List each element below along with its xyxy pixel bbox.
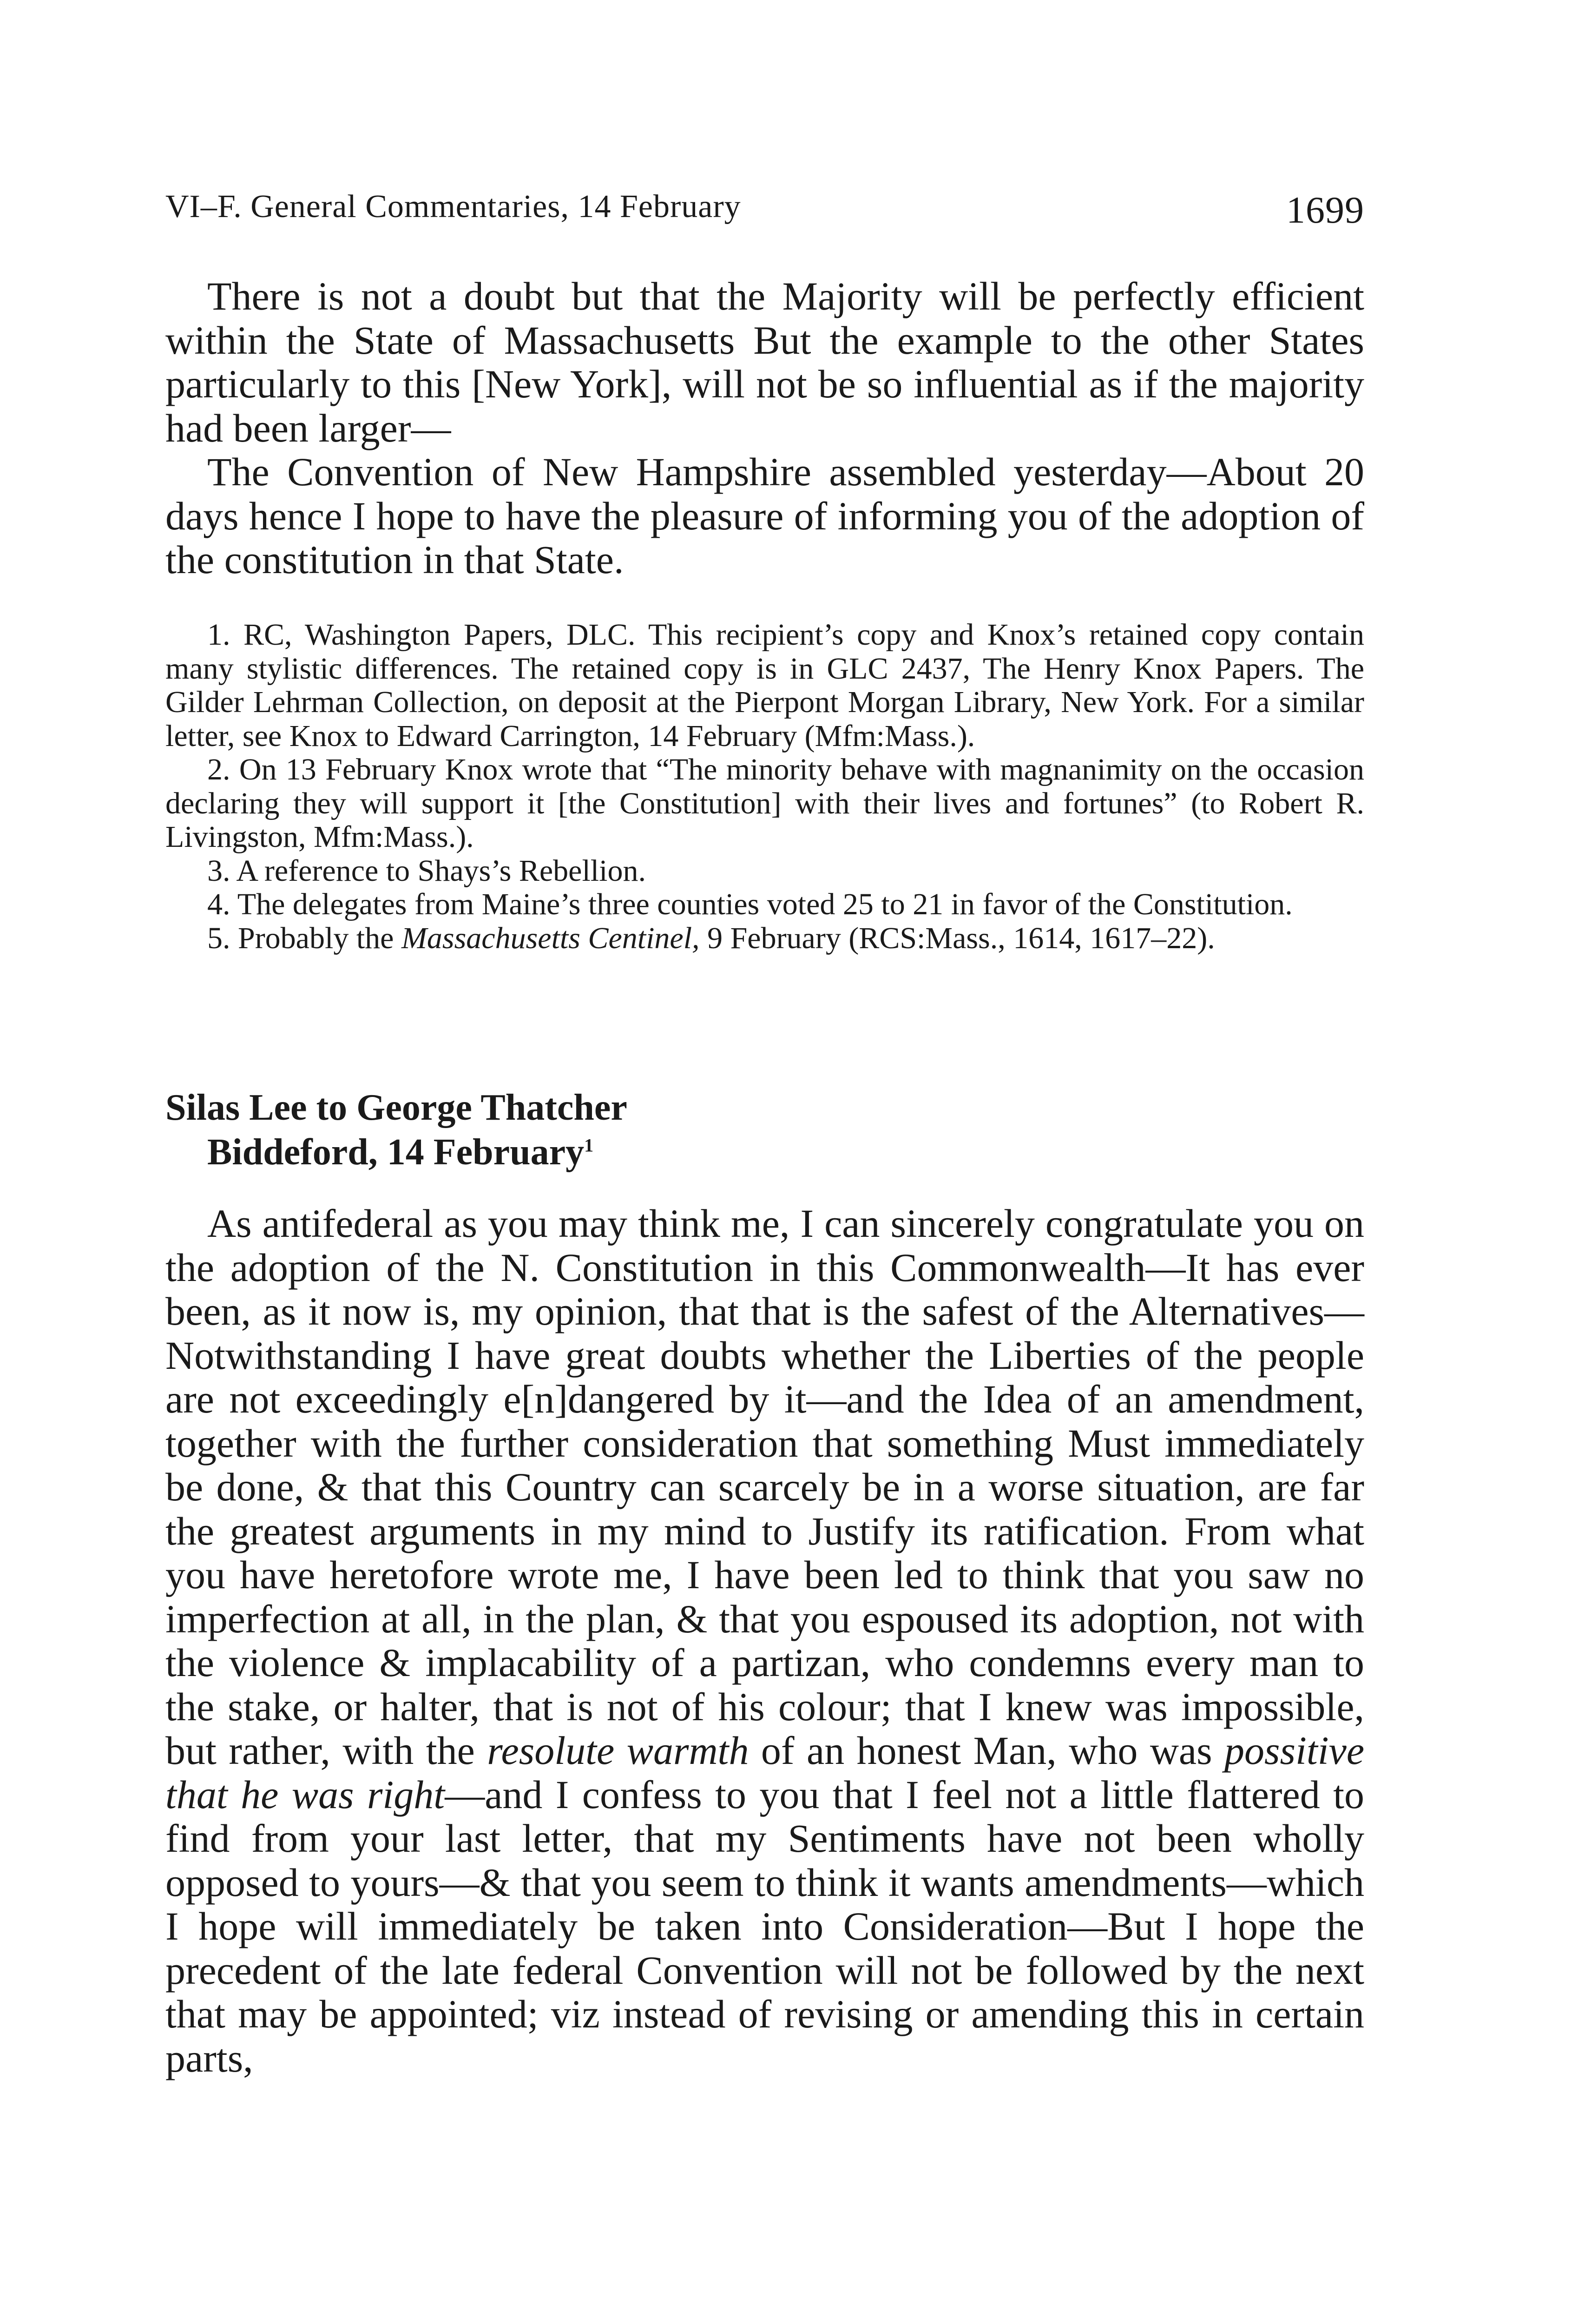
footnote-2: 2. On 13 February Knox wrote that “The minority behave with magnanimity on the occasion declaring they will support it [the Constitution] with their lives and fortunes” (to Robert R. Livingston, Mfm:Mass.). [165,753,1364,854]
text-run: of an honest Man, who was [749,1728,1225,1773]
heading-line-1: Silas Lee to George Thatcher [165,1087,627,1128]
heading-place-date: Biddeford, 14 February [207,1132,585,1173]
footnote-5-prefix: 5. Probably the [207,921,401,955]
italic-phrase: resolute warmth [487,1728,749,1773]
footnote-4: 4. The delegates from Maine’s three counties voted 25 to 21 in favor of the Constitution. [207,887,1293,921]
letter-continuation [165,274,1364,582]
heading-note-marker: 1 [584,1135,594,1156]
footnotes [165,618,1364,955]
body-paragraph: The Convention of New Hampshire assembled yesterday—About 20 days hence I hope to have the pleasure of informing you of the adoption of the constitution in that State. [165,449,1364,582]
text-run: As antifederal as you may think me, I can sincerely congratulate you on the adoption of the N. Constitution in this Commonwealth—It has ever been, as it now is, my opinion, that that is the safest of the Alternatives—Notwithstanding I have great doubts whether the Liberties of the people are not exceedingly e[n]dangered by it—and the Idea of an amendment, together with the further consideration that something Must immediately be done, & that this Country can scarcely be in a worse situation, are far the greatest arguments in my mind to Justify its ratification. From what you have heretofore wrote me, I have been led to think that you saw no imperfection at all, in the plan, & that you espoused its adoption, not with the violence & implacability of a partizan, who condemns every man to the stake, or halter, that is not of his colour; that I knew was impossible, but rather, with the [165,1201,1364,1773]
page-number: 1699 [1286,189,1364,231]
italic-phrase: possitive that he was right [165,1728,1364,1817]
body-paragraph: There is not a doubt but that the Majority will be perfectly efficient within the State of Massachusetts But the example to the other States particularly to this [New York], will not be so influential as if the majority had been larger— [165,274,1364,450]
heading-line-2 [165,1130,1364,1175]
document-heading [165,1085,1364,1175]
letter-body [165,1202,1364,2080]
body-paragraph [165,1202,1364,2080]
footnote-5-italic: Massachusetts Centinel, [401,921,700,955]
footnote-5-suffix: 9 February (RCS:Mass., 1614, 1617–22). [699,921,1215,955]
footnote-1: 1. RC, Washington Papers, DLC. This recipient’s copy and Knox’s retained copy contain many stylistic differences. The retained copy is in GLC 2437, The Henry Knox Papers. The Gilder Lehrman Collection, on deposit at the Pierpont Morgan Library, New York. For a similar letter, see Knox to Edward Carrington, 14 February (Mfm:Mass.). [165,618,1364,753]
footnote-3: 3. A reference to Shays’s Rebellion. [207,853,646,888]
running-head [165,188,1364,235]
text-run: —and I confess to you that I feel not a little flattered to find from your last letter, that my Sentiments have not been wholly opposed to yours—& that you seem to think it wants amendments—which I hope will immediately be taken into Consideration—But I hope the precedent of the late federal Convention will not be followed by the next that may be appointed; viz instead of revising or amending this in certain parts, [165,1772,1364,2080]
running-head-title: VI–F. General Commentaries, 14 February [165,189,741,224]
footnote-5 [165,922,1364,956]
